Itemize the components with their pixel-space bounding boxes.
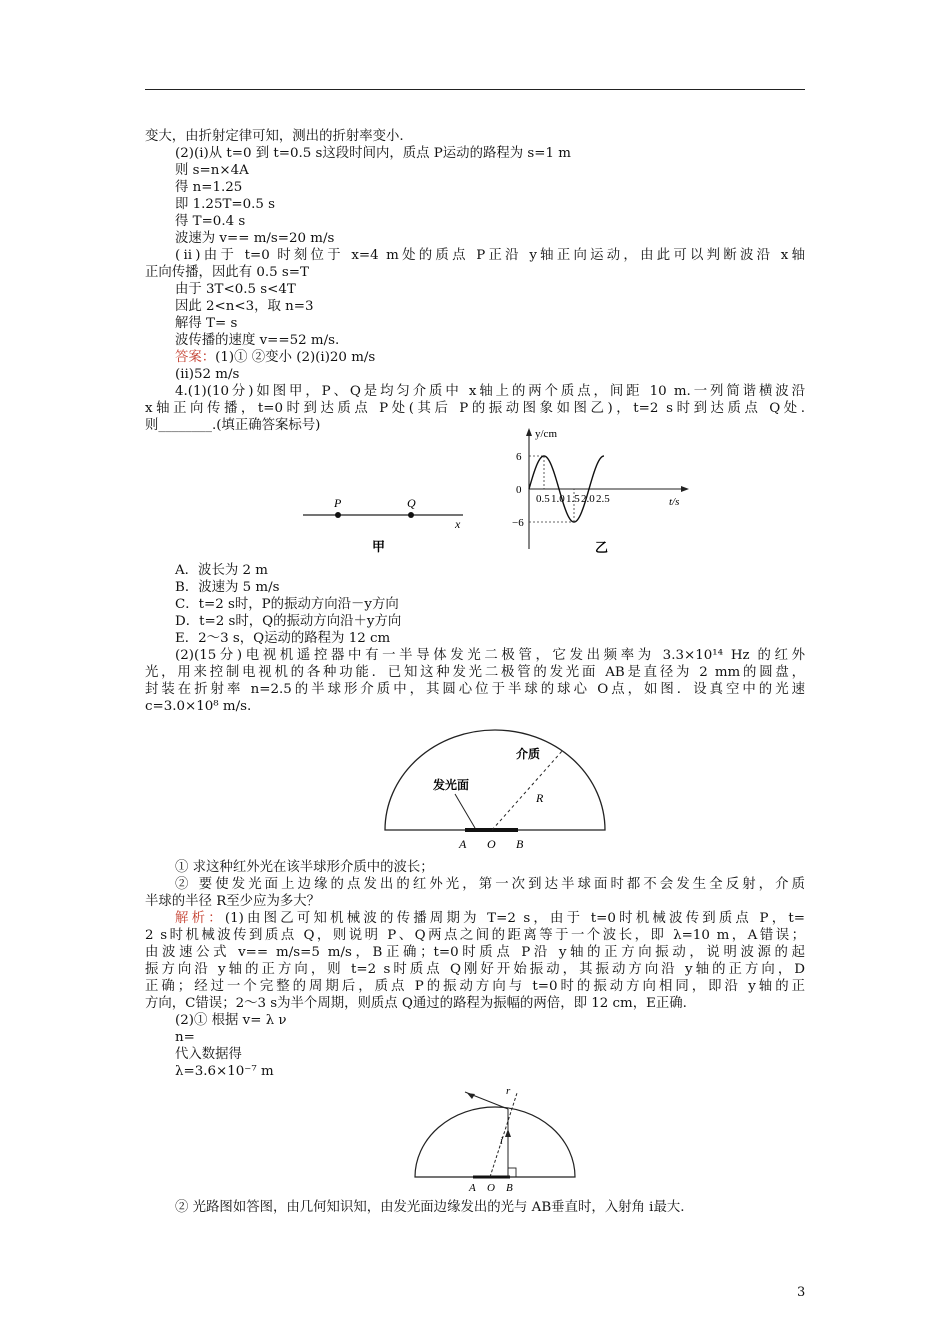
text-line: (ⅱ)由于 t=0 时刻位于 x=4 m处的质点 P正沿 y轴正向运动，由此可以判断波沿 x轴 <box>175 248 805 263</box>
label-r: R <box>536 791 544 805</box>
analysis-line <box>175 910 805 927</box>
text-line: 解得 T= s <box>175 316 238 331</box>
text-line: 得 T=0.4 s <box>175 214 246 229</box>
label-q: Q <box>407 496 416 510</box>
text-line: 封装在折射率 n=2.5的半球形介质中，其圆心位于半球的球心 O点，如图．设真空中的光速 <box>145 682 805 697</box>
text-line: ② 要使发光面上边缘的点发出的红外光，第一次到达半球面时都不会发生全反射，介质 <box>175 877 805 892</box>
text-line: (ⅱ)52 m/s <box>175 367 240 382</box>
hemisphere-outline <box>385 730 605 830</box>
option-c: C．t=2 s时，P的振动方向沿－y方向 <box>175 597 399 612</box>
option-a: A．波长为 2 m <box>175 563 268 578</box>
radius-line <box>492 750 563 830</box>
label-b: B <box>516 837 524 851</box>
text-line: 正确；经过一个完整的周期后，质点 P的振动方向与 t=0时的振动方向相同，即沿 y轴的正 <box>145 979 805 994</box>
text-line: (2)(ⅰ)从 t=0 到 t=0.5 s这段时间内，质点 P运动的路程为 s=1 m <box>175 146 571 161</box>
text-line: λ=3.6×10⁻⁷ m <box>175 1064 274 1079</box>
label-a: A <box>459 837 467 851</box>
figure-light-path <box>410 1082 585 1197</box>
ray-arrow <box>505 1129 511 1137</box>
answer-label: 答案： <box>175 350 216 365</box>
text-line: 振方向沿 y轴的正方向，则 t=2 s时质点 Q刚好开始振动，其振动方向沿 y轴的正方向，D <box>145 962 805 977</box>
text-line: 半球的半径 R至少应为多大？ <box>145 894 321 909</box>
normal-line <box>490 1093 517 1177</box>
label-medium: 介质 <box>516 747 541 761</box>
analysis-text: (1)由图乙可知机械波的传播周期为 T=2 s，由于 t=0时机械波传到质点 P，t= <box>224 911 805 926</box>
text-line: c=3.0×10⁸ m/s. <box>145 699 252 714</box>
text-line: 则 s=n×4A <box>175 163 249 178</box>
text-line: 2 s时机械波传到质点 Q，则说明 P、Q两点之间的距离等于一个波长，即 λ=10 m，A错误； <box>145 928 805 943</box>
x-tick-label: 1.5 <box>566 493 580 505</box>
caption-yi: 乙 <box>595 540 609 555</box>
y-tick-label: −6 <box>512 517 524 529</box>
y-tick-label: 0 <box>516 484 522 496</box>
text-line: 波速为 v== m/s=20 m/s <box>175 231 335 246</box>
label-a: A <box>469 1182 476 1194</box>
t-axis-label: t/s <box>669 496 680 508</box>
text-line: 波传播的速度 v==52 m/s. <box>175 333 340 348</box>
text-line: (2)① 根据 v= λ ν <box>175 1013 287 1028</box>
text-line: 得 n=1.25 <box>175 180 243 195</box>
text-line: 正向传播，因此有 0.5 s=T <box>145 265 309 280</box>
caption-jia: 甲 <box>372 539 386 554</box>
label-b: B <box>506 1182 513 1194</box>
text-line: 代入数据得 <box>175 1047 242 1062</box>
text-line: 因此 2<n<3，取 n=3 <box>175 299 314 314</box>
text-line: n= <box>175 1030 195 1045</box>
text-line: x轴正向传播，t=0时到达质点 P处(其后 P的振动图象如图乙)，t=2 s时到达质点 Q处. <box>145 401 805 416</box>
header-rule <box>145 89 805 90</box>
figure-yi-chart <box>505 425 695 560</box>
y-axis-label: y/cm <box>535 428 557 440</box>
option-b: B．波速为 5 m/s <box>175 580 280 595</box>
label-x: x <box>455 517 461 531</box>
text-line: 由于 3T<0.5 s<4T <box>175 282 296 297</box>
figure-hemisphere <box>380 720 610 860</box>
text-line: 方向，C错误；2～3 s为半个周期，则质点 Q通过的路程为振幅的两倍，即 12 cm，E正确. <box>145 996 687 1011</box>
y-axis-arrow <box>526 428 532 436</box>
text-line: (2)(15分)电视机遥控器中有一半导体发光二极管，它发出频率为 3.3×10¹⁴ Hz 的红外 <box>175 648 805 663</box>
label-face: 发光面 <box>433 778 470 792</box>
page-number: 3 <box>797 1285 806 1300</box>
t-axis-arrow <box>681 486 689 492</box>
answer-line <box>175 349 375 366</box>
x-tick-label: 2.0 <box>581 493 595 505</box>
text-line: 由波速公式 v== m/s=5 m/s，B正确；t=0时质点 P沿 y轴的正方向振动，说明波源的起 <box>145 945 805 960</box>
text-line: 光，用来控制电视机的各种功能．已知这种发光二极管的发光面 AB是直径为 2 mm的圆盘， <box>145 665 805 680</box>
option-d: D．t=2 s时，Q的振动方向沿＋y方向 <box>175 614 402 629</box>
text-line: 即 1.25T=0.5 s <box>175 197 276 212</box>
figure-jia <box>298 488 478 558</box>
point-p <box>335 512 341 518</box>
x-tick-label: 1.0 <box>551 493 565 505</box>
x-tick-label: 2.5 <box>596 493 610 505</box>
label-p: P <box>334 496 342 510</box>
y-tick-label: 6 <box>516 451 522 463</box>
label-o: O <box>487 1182 495 1194</box>
text-line: 变大，由折射定律可知，测出的折射率变小. <box>145 129 404 144</box>
point-q <box>408 512 414 518</box>
text-line: 4.(1)(10分)如图甲，P、Q是均匀介质中 x轴上的两个质点，间距 10 m.一列简谐横波沿 <box>175 384 805 399</box>
label-o: O <box>487 837 496 851</box>
refracted-arrow <box>467 1093 475 1099</box>
analysis-label: 解析： <box>175 911 225 926</box>
x-tick-label: 0.5 <box>536 493 550 505</box>
text-line: 则________.(填正确答案标号) <box>145 418 321 433</box>
text-line: ① 求这种红外光在该半球形介质中的波长； <box>175 860 434 875</box>
option-e: E．2～3 s，Q运动的路程为 12 cm <box>175 631 391 646</box>
answer-text: (1)① ②变小 (2)(ⅰ)20 m/s <box>215 350 376 365</box>
hemisphere-outline <box>415 1107 575 1177</box>
face-pointer <box>455 794 475 828</box>
label-i: i <box>500 1135 504 1147</box>
label-r: r <box>506 1085 511 1097</box>
text-line: ② 光路图如答图，由几何知识知，由发光面边缘发出的光与 AB垂直时，入射角 i最大. <box>175 1200 685 1215</box>
